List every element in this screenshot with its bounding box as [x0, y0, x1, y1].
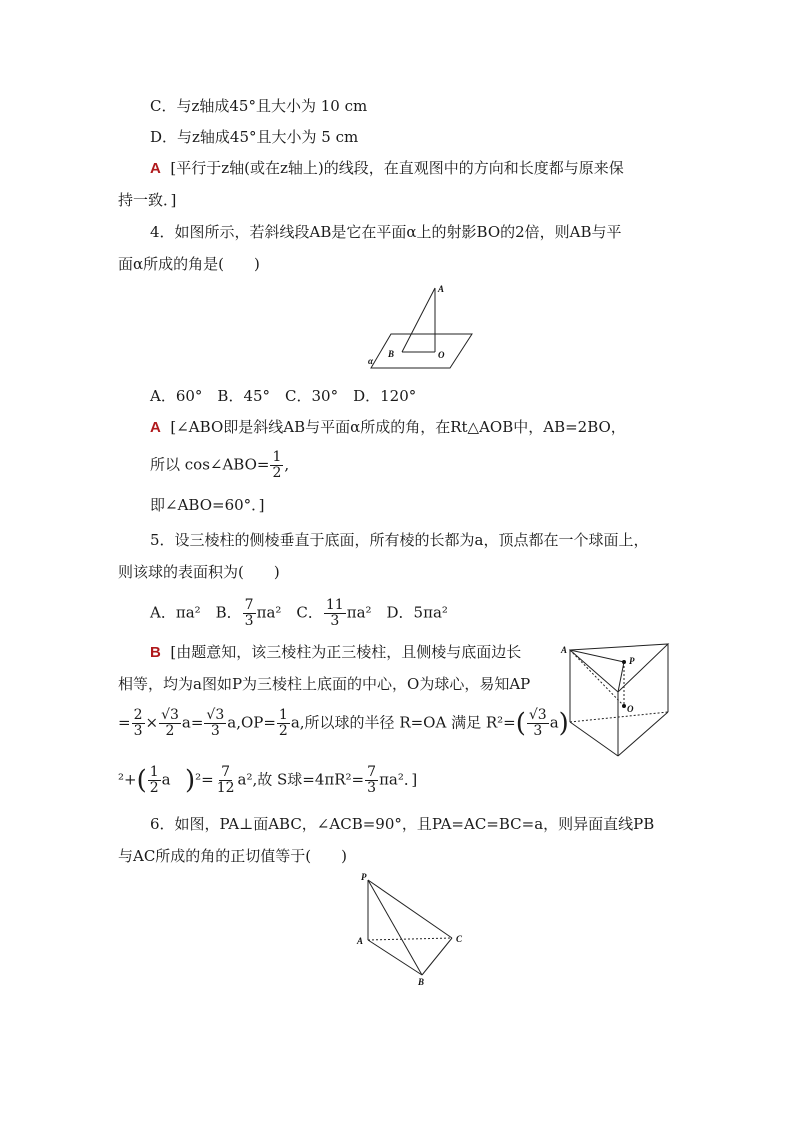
- option-a-b: A．πa² B．: [150, 603, 242, 622]
- denominator: 2: [278, 723, 288, 739]
- numerator: √3: [206, 707, 225, 723]
- option-c-d: πa² D．5πa²: [346, 603, 448, 622]
- denominator: 2: [165, 723, 175, 739]
- text: πa²．]: [379, 770, 418, 789]
- text: a,所以球的半径 R=OA 满足 R²=: [290, 713, 516, 732]
- answer-4-line1: [150, 417, 626, 438]
- denominator: 3: [244, 613, 254, 629]
- segment-pb: [368, 880, 422, 975]
- fraction: [324, 598, 346, 629]
- fraction: [215, 765, 237, 796]
- denominator: 3: [330, 613, 340, 629]
- segment-ac-hidden: [368, 938, 452, 940]
- segment-ao: [570, 650, 624, 706]
- numerator: 1: [272, 449, 282, 465]
- label-o: O: [438, 350, 445, 360]
- numerator: √3: [161, 707, 179, 723]
- answer-3-text1: [平行于z轴(或在z轴上)的线段，在直观图中的方向和长度都与原来保: [170, 159, 624, 177]
- numerator: √3: [528, 707, 547, 723]
- fraction: [148, 765, 161, 796]
- text: a,OP=: [227, 713, 276, 732]
- numerator: 1: [149, 764, 159, 780]
- option-c-line: C．与z轴成45°且大小为 10 cm: [150, 97, 368, 115]
- fraction: [527, 708, 549, 739]
- answer-3-line1: [150, 158, 624, 179]
- numerator: 7: [367, 764, 377, 780]
- text: a: [161, 770, 171, 789]
- figure-5-prism-diagram: [560, 640, 680, 760]
- question-5-line2: 则该球的表面积为( ): [118, 563, 280, 581]
- question-6-line2: 与AC所成的角的正切值等于( ): [118, 847, 348, 865]
- bottom-right: [618, 712, 668, 756]
- answer-5-text1: [由题意知，该三棱柱为正三棱柱，且侧棱与底面边长: [170, 643, 522, 661]
- denominator: 12: [216, 780, 235, 796]
- answer-5-line1: [150, 642, 521, 663]
- paren-open: (: [136, 765, 147, 796]
- label-b: B: [418, 977, 425, 987]
- figure-4-plane-diagram: [350, 282, 480, 372]
- segment-ap: [570, 650, 624, 662]
- answer-4-text2: 所以 cos∠ABO=: [150, 455, 270, 474]
- paren-open: (: [515, 708, 526, 739]
- numerator: 7: [221, 764, 231, 780]
- question-5-line1: 5．设三棱柱的侧棱垂直于底面，所有棱的长都为a，顶点都在一个球面上，: [150, 531, 649, 549]
- denominator: 3: [133, 723, 143, 739]
- label-a: A: [561, 645, 568, 655]
- question-4-options: A．60° B．45° C．30° D．120°: [150, 387, 417, 405]
- bottom-left: [570, 722, 618, 756]
- label-p: P: [361, 872, 367, 882]
- text: a: [549, 713, 559, 732]
- denominator: 3: [367, 780, 377, 796]
- segment-ab: [402, 288, 435, 352]
- times: ×: [145, 713, 159, 732]
- text: ²=: [195, 770, 214, 789]
- denominator: 2: [272, 465, 282, 481]
- plane-alpha: [371, 334, 472, 368]
- label-p: P: [629, 656, 635, 666]
- answer-label: A: [150, 160, 161, 177]
- denominator: 3: [533, 723, 543, 739]
- bottom-back-hidden: [570, 712, 668, 722]
- label-o: O: [627, 704, 634, 714]
- label-b: B: [388, 349, 395, 359]
- question-4-line2: 面α所成的角是( ): [118, 255, 260, 273]
- question-6-line1: 6．如图，PA⊥面ABC，∠ACB=90°，且PA=AC=BC=a，则异面直线PB: [150, 815, 655, 833]
- answer-5-line3: [118, 708, 569, 739]
- label-a: A: [438, 284, 445, 294]
- answer-4-text1: [∠ABO即是斜线AB与平面α所成的角，在Rt△AOB中，AB=2BO，: [170, 418, 626, 436]
- label-alpha: α: [368, 356, 373, 366]
- question-4-line1: 4．如图所示，若斜线段AB是它在平面α上的射影BO的2倍，则AB与平: [150, 223, 622, 241]
- answer-5-line4: [118, 765, 417, 796]
- segment-ab: [368, 940, 422, 975]
- numerator: 1: [278, 707, 288, 723]
- fraction: [159, 708, 181, 739]
- point-o: [622, 704, 626, 708]
- answer-5-line2: 相等，均为a图如P为三棱柱上底面的中心，O为球心，易知AP: [118, 675, 531, 693]
- option-b-c: πa² C．: [256, 603, 323, 622]
- paren-close: ): [184, 765, 196, 796]
- segment-pc: [368, 880, 452, 938]
- text: a²,故 S球=4πR²=: [237, 770, 365, 789]
- text: a=: [181, 713, 204, 732]
- segment-bc: [422, 938, 452, 975]
- answer-4-text2-post: ,: [284, 455, 290, 474]
- fraction: [243, 598, 256, 629]
- fraction: [270, 450, 283, 481]
- numerator: 7: [244, 597, 254, 613]
- answer-label: B: [150, 644, 161, 661]
- answer-3-line2: 持一致．]: [118, 191, 177, 209]
- fraction: [277, 708, 290, 739]
- figure-6-tetrahedron-diagram: [352, 872, 472, 988]
- label-a: A: [357, 936, 364, 946]
- numerator: 2: [133, 707, 143, 723]
- label-c: C: [456, 934, 463, 944]
- answer-4-line2: [150, 450, 289, 481]
- answer-4-line3: 即∠ABO=60°．]: [150, 496, 265, 514]
- paren-close: ): [558, 708, 569, 739]
- point-p: [622, 660, 626, 664]
- denominator: 2: [149, 780, 159, 796]
- option-d-line: D．与z轴成45°且大小为 5 cm: [150, 128, 359, 146]
- eq: =: [118, 713, 131, 732]
- answer-label: A: [150, 419, 161, 436]
- fraction: [132, 708, 145, 739]
- denominator: 3: [210, 723, 220, 739]
- numerator: 11: [325, 597, 344, 613]
- fraction: [204, 708, 226, 739]
- question-5-options: [150, 598, 448, 629]
- fraction: [365, 765, 378, 796]
- text: ²+: [118, 770, 137, 789]
